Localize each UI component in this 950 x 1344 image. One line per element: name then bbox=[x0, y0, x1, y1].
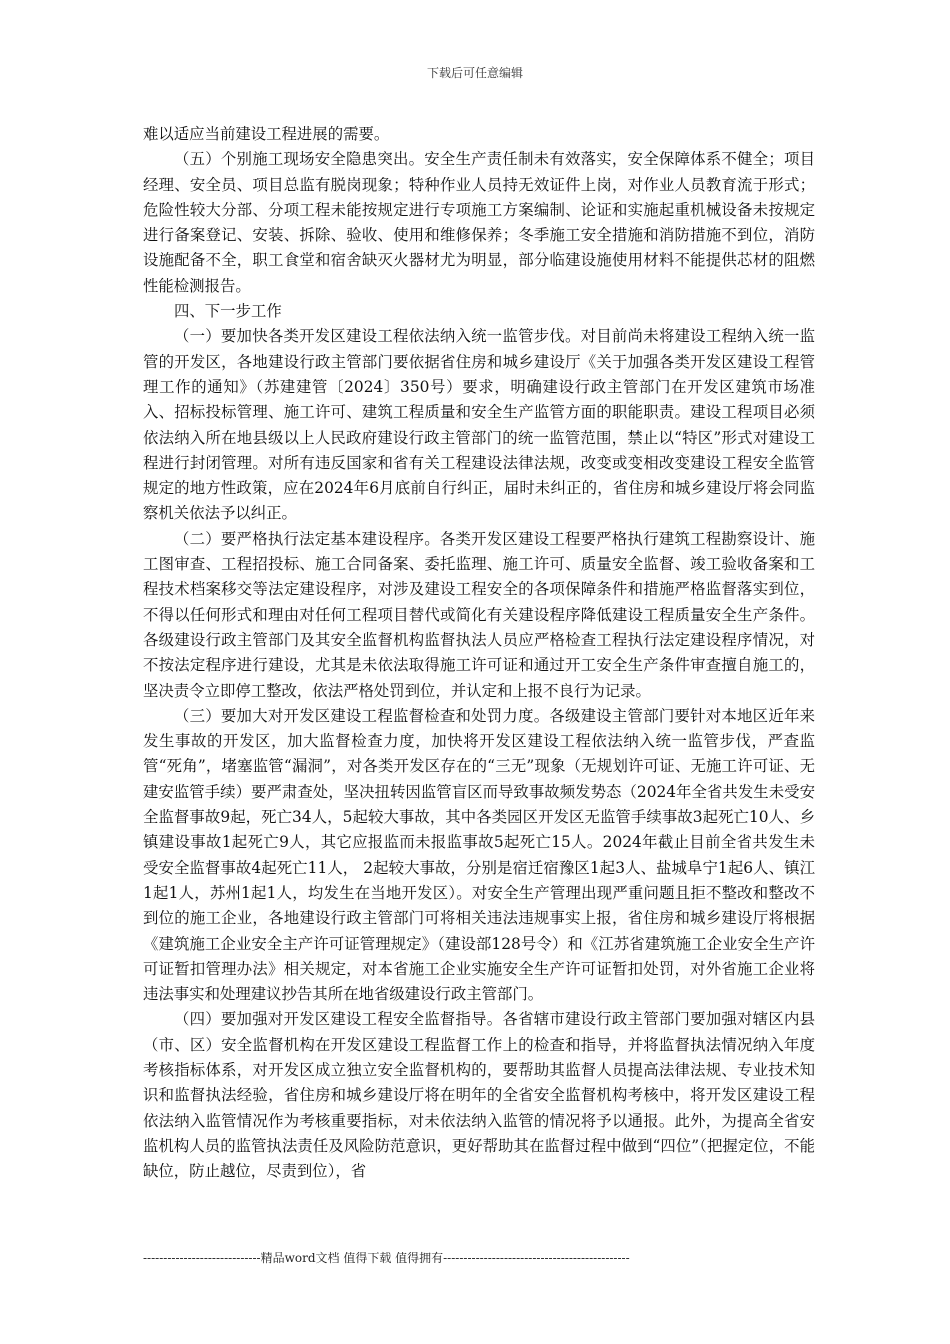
page-header: 下载后可任意编辑 bbox=[426, 66, 523, 80]
paragraph-item-5: （五）个别施工现场安全隐患突出。安全生产责任制未有效落实，安全保障体系不健全；项目经理、安全员、项目总监有脱岗现象；特种作业人员持无效证件上岗，对作业人员教育流于形式；危险性较大分部、分项工程未能按规定进行专项施工方案编制、论证和实施起重机械设备未按规定进行备案登记、安装、拆除、验收、使用和维修保养；冬季施工安全措施和消防措施不到位，消防设施配备不全，职工食堂和宿舍缺灭火器材尤为明显，部分临建设施使用材料不能提供芯材的阻燃性能检测报告。 bbox=[143, 150, 815, 295]
paragraph-step-4: （四）要加强对开发区建设工程安全监督指导。各省辖市建设行政主管部门要加强对辖区内县（市、区）安全监督机构在开发区建设工程监督工作上的检查和指导，并将监督执法情况纳入年度考核指标体系，对开发区成立独立安全监督机构的，要帮助其监督人员提高法律法规、专业技术知识和监督执法经验，省住房和城乡建设厅将在明年的全省安全监督机构考核中，将开发区建设工程依法纳入监管情况作为考核重要指标，对未依法纳入监管的情况将予以通报。此外，为提高全省安监机构人员的监管执法责任及风险防范意识，更好帮助其在监督过程中做到“四位”（把握定位，不能缺位，防止越位，尽责到位），省 bbox=[143, 1010, 815, 1181]
page-footer: -----------------------------精品word文档 值得下载 值得拥有---------------------------------------------- bbox=[143, 1251, 630, 1265]
paragraph-continuation: 难以适应当前建设工程进展的需要。 bbox=[143, 125, 390, 143]
paragraph-step-1: （一）要加快各类开发区建设工程依法纳入统一监管步伐。对目前尚未将建设工程纳入统一监管的开发区，各地建设行政主管部门要依据省住房和城乡建设厅《关于加强各类开发区建设工程管理工作的通知》（苏建建管〔2024〕350号）要求，明确建设行政主管部门在开发区建筑市场准入、招标投标管理、施工许可、建筑工程质量和安全生产监管方面的职能职责。建设工程项目必须依法纳入所在地县级以上人民政府建设行政主管部门的统一监管范围，禁止以“特区”形式对建设工程进行封闭管理。对所有违反国家和省有关工程建设法律法规，改变或变相改变建设工程安全监管规定的地方性政策，应在2024年6月底前自行纠正，届时未纠正的，省住房和城乡建设厅将会同监察机关依法予以纠正。 bbox=[143, 327, 815, 523]
document-body bbox=[143, 122, 815, 1184]
paragraph-step-3: （三）要加大对开发区建设工程监督检查和处罚力度。各级建设主管部门要针对本地区近年来发生事故的开发区，加大监督检查力度，加快将开发区建设工程依法纳入统一监管步伐，严查监管“死角”，堵塞监管“漏洞”，对各类开发区存在的“三无”现象（无规划许可证、无施工许可证、无建安监管手续）要严肃查处，坚决扭转因监管盲区而导致事故频发势态（2024年全省共发生未受安全监督事故9起，死亡34人，5起较大事故，其中各类园区开发区无监管手续事故3起死亡10人、乡镇建设事故1起死亡9人，其它应报监而未报监事故5起死亡15人。2024年截止目前全省共发生未受安全监督事故4起死亡11人， 2起较大事故，分别是宿迁宿豫区1起3人、盐城阜宁1起6人、镇江1起1人，苏州1起1人，均发生在当地开发区）。对安全生产管理出现严重问题且拒不整改和整改不到位的施工企业，各地建设行政主管部门可将相关违法违规事实上报，省住房和城乡建设厅将根据《建筑施工企业安全主产许可证管理规定》（建设部128号令）和《江苏省建筑施工企业安全生产许可证暂扣管理办法》相关规定，对本省施工企业实施安全生产许可证暂扣处罚，对外省施工企业将违法事实和处理建议抄告其所在地省级建设行政主管部门。 bbox=[143, 706, 815, 1004]
section-heading-next-steps: 四、下一步工作 bbox=[174, 302, 282, 321]
paragraph-step-2: （二）要严格执行法定基本建设程序。各类开发区建设工程要严格执行建筑工程勘察设计、施工图审查、工程招投标、施工合同备案、委托监理、施工许可、质量安全监督、竣工验收备案和工程技术档案移交等法定建设程序，对涉及建设工程安全的各项保障条件和措施严格监督落实到位，不得以任何形式和理由对任何工程项目替代或简化有关建设程序降低建设工程质量安全生产条件。各级建设行政主管部门及其安全监督机构监督执法人员应严格检查工程执行法定建设程序情况，对不按法定程序进行建设，尤其是未依法取得施工许可证和通过开工安全生产条件审查擅自施工的，坚决责令立即停工整改，依法严格处罚到位，并认定和上报不良行为记录。 bbox=[143, 529, 815, 700]
